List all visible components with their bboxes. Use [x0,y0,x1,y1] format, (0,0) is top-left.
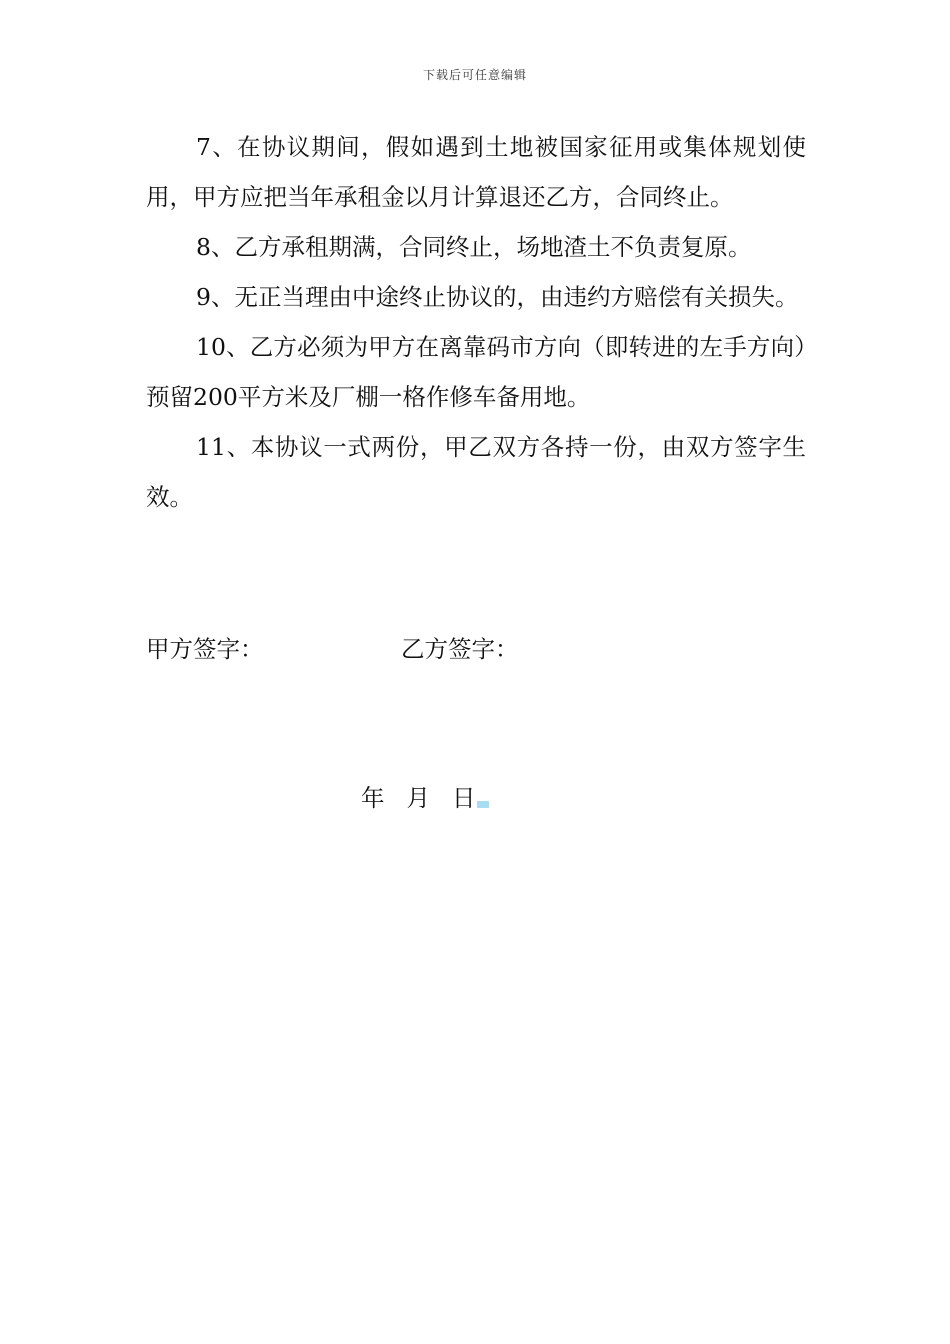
party-a-signature-label: 甲方签字： [146,635,264,663]
clause-8: 8、乙方承租期满，合同终止，场地渣土不负责复原。 [196,233,752,261]
date-day-label: 日 [452,784,476,812]
agreement-clauses [146,122,806,522]
date-year-label: 年 [361,784,385,812]
date-line [361,773,489,823]
text-cursor-marker [477,801,489,808]
clause-9: 9、无正当理由中途终止协议的，由违约方赔偿有关损失。 [196,283,799,311]
date-month-label: 月 [406,784,430,812]
party-b-signature-label: 乙方签字： [401,635,519,663]
clause-7: 7、在协议期间，假如遇到土地被国家征用或集体规划使用，甲方应把当年承租金以月计算退还乙方，合同终止。 [146,133,806,211]
page-header-note: 下载后可任意编辑 [422,68,527,82]
clause-10: 10、乙方必须为甲方在离靠码市方向（即转进的左手方向）预留200平方米及厂棚一格作修车备用地。 [146,333,806,411]
clause-11: 11、本协议一式两份，甲乙双方各持一份，由双方签字生效。 [146,433,806,511]
signature-row [146,624,806,674]
